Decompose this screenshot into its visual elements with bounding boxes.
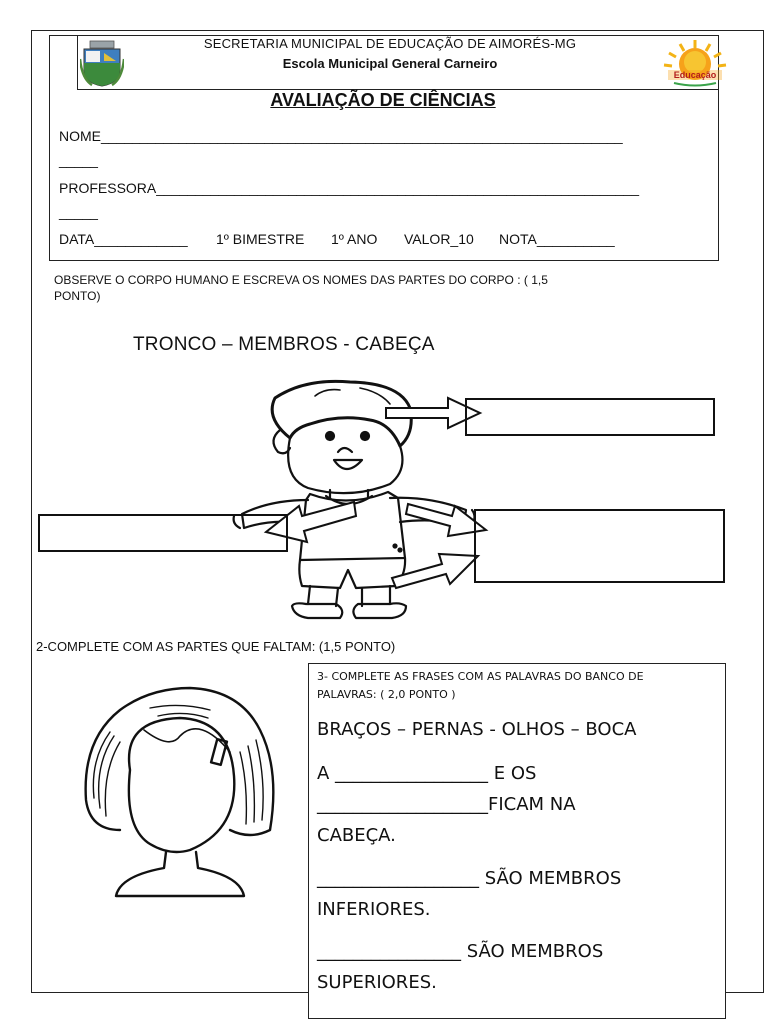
- logo-text: Educação: [673, 70, 717, 80]
- face-outline-drawing: [80, 680, 280, 900]
- question1-word-bank: TRONCO – MEMBROS - CABEÇA: [133, 334, 435, 355]
- exam-title: AVALIAÇÃO DE CIÊNCIAS: [270, 90, 496, 110]
- question3-sentence3-end: SUPERIORES.: [317, 972, 437, 993]
- name-field-continuation[interactable]: _____: [59, 152, 98, 168]
- teacher-field[interactable]: PROFESSORA______________________________________________________________: [59, 180, 639, 196]
- grade-year-label: 1º ANO: [331, 231, 378, 247]
- arrow-legs: [388, 546, 484, 590]
- question3-sentence1-end: CABEÇA.: [317, 825, 396, 846]
- question3-title-line2: PALAVRAS: ( 2,0 PONTO ): [317, 688, 456, 701]
- value-label: VALOR_10: [404, 231, 474, 247]
- bimester-label: 1º BIMESTRE: [216, 231, 305, 247]
- question3-title: [317, 668, 717, 704]
- question3-sentence2-end: INFERIORES.: [317, 899, 431, 920]
- question3-sentence2[interactable]: __________________ SÃO MEMBROS: [317, 868, 622, 889]
- question3-title-line1: 3- COMPLETE AS FRASES COM AS PALAVRAS DO BANCO DE: [317, 670, 644, 683]
- answer-box-trunk-legs[interactable]: [474, 509, 725, 583]
- question3-sentence3[interactable]: ________________ SÃO MEMBROS: [317, 941, 604, 962]
- secretaria-heading: SECRETARIA MUNICIPAL DE EDUCAÇÃO DE AIMORÉS-MG: [203, 36, 577, 51]
- name-field[interactable]: NOME___________________________________________________________________: [59, 128, 623, 144]
- question1-instruction-line1: OBSERVE O CORPO HUMANO E ESCREVA OS NOMES DAS PARTES DO CORPO : ( 1,5: [54, 273, 548, 287]
- question3-sentence1-cont[interactable]: ___________________FICAM NA: [317, 794, 576, 815]
- question1-instruction-line2: PONTO): [54, 289, 101, 303]
- teacher-field-continuation[interactable]: _____: [59, 204, 98, 220]
- answer-box-head[interactable]: [465, 398, 715, 436]
- score-field[interactable]: NOTA__________: [499, 231, 615, 247]
- question3-word-bank: BRAÇOS – PERNAS - OLHOS – BOCA: [317, 719, 637, 740]
- date-field[interactable]: DATA____________: [59, 231, 188, 247]
- school-name: Escola Municipal General Carneiro: [282, 56, 498, 71]
- question2-instruction: 2-COMPLETE COM AS PARTES QUE FALTAM: (1,5 PONTO): [36, 639, 396, 654]
- education-sun-logo: [660, 38, 730, 88]
- question3-sentence1[interactable]: A _________________ E OS: [317, 763, 537, 784]
- answer-box-arms[interactable]: [38, 514, 288, 552]
